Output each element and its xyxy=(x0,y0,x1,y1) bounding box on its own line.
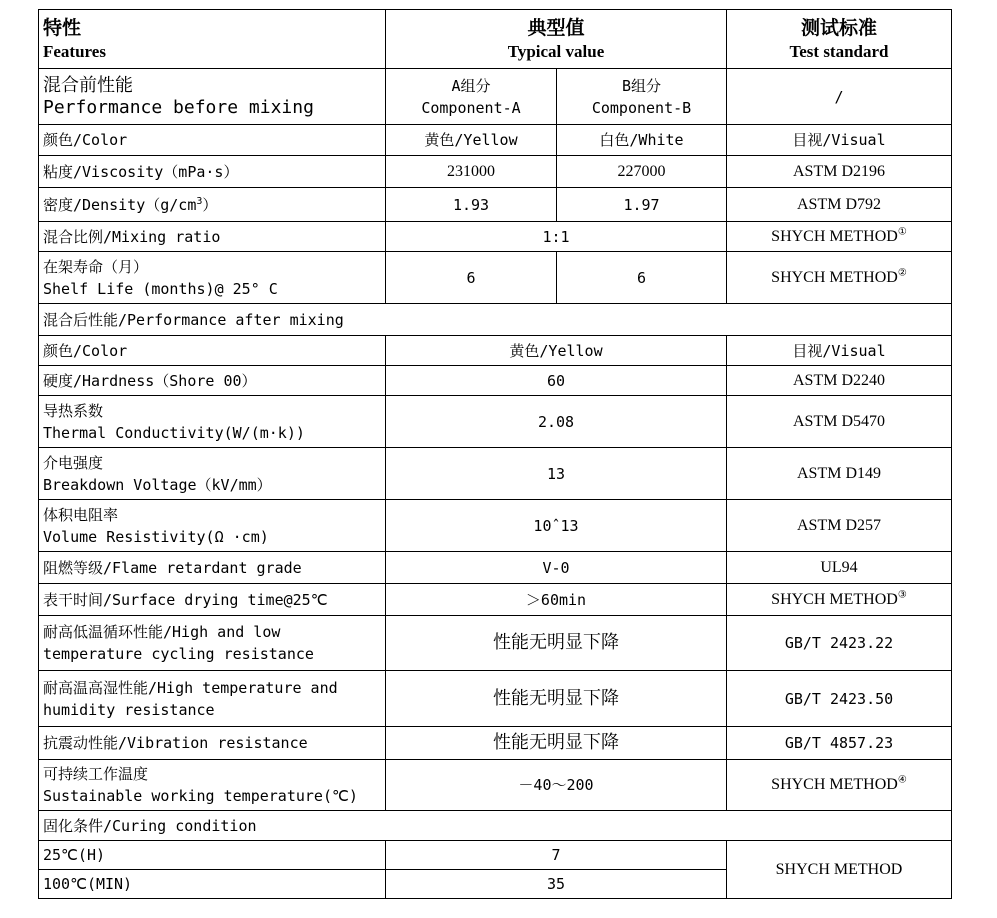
row-value: －40～200 xyxy=(386,760,727,811)
row-label xyxy=(39,396,386,448)
row-standard: ASTM D5470 xyxy=(727,396,952,448)
before-mixing-title xyxy=(39,69,386,125)
density-label-end: ） xyxy=(202,195,218,214)
value-a: 6 xyxy=(386,252,557,304)
row-standard: ASTM D2240 xyxy=(727,366,952,396)
row-standard: ASTM D257 xyxy=(727,500,952,552)
table-row xyxy=(39,616,952,671)
header-test xyxy=(727,10,952,69)
value-b: 6 xyxy=(557,252,727,304)
table-row xyxy=(39,552,952,584)
header-features xyxy=(39,10,386,69)
row-standard xyxy=(727,760,952,811)
value-b: 1.97 xyxy=(557,188,727,222)
table-row xyxy=(39,188,952,222)
value-b: 白色/White xyxy=(557,125,727,156)
row-label: 25℃(H) xyxy=(39,841,386,870)
row-label-en: temperature cycling resistance xyxy=(43,645,314,663)
row-label-en: Sustainable working temperature(℃) xyxy=(43,787,358,805)
curing-title: 固化条件/Curing condition xyxy=(39,811,952,841)
row-value: 性能无明显下降 xyxy=(386,671,727,727)
table-row xyxy=(39,222,952,252)
table-row xyxy=(39,366,952,396)
row-label-cn: 可持续工作温度 xyxy=(43,765,149,783)
value-a: 231000 xyxy=(386,156,557,188)
row-label xyxy=(39,760,386,811)
table-row xyxy=(39,156,952,188)
table-row xyxy=(39,584,952,616)
header-test-en: Test standard xyxy=(789,42,889,61)
row-value: 性能无明显下降 xyxy=(386,727,727,760)
table-row xyxy=(39,500,952,552)
row-value: 10ˆ13 xyxy=(386,500,727,552)
row-standard xyxy=(727,252,952,304)
table-row xyxy=(39,448,952,500)
component-b-en: Component-B xyxy=(591,98,692,117)
row-standard xyxy=(727,222,952,252)
before-mixing-standard: / xyxy=(727,69,952,125)
component-a-en: Component-A xyxy=(421,98,521,117)
row-label xyxy=(39,671,386,727)
before-mixing-title-en: Performance before mixing xyxy=(43,96,314,118)
row-standard: 目视/Visual xyxy=(727,125,952,156)
row-value: 7 xyxy=(386,841,727,870)
row-value: 13 xyxy=(386,448,727,500)
header-test-cn: 测试标准 xyxy=(800,17,877,39)
header-features-cn: 特性 xyxy=(43,17,82,39)
row-standard: GB/T 2423.22 xyxy=(727,616,952,671)
value-a: 黄色/Yellow xyxy=(386,125,557,156)
density-label-sup: 3 xyxy=(196,195,203,207)
footnote-mark: ③ xyxy=(897,589,907,601)
table-row xyxy=(39,727,952,760)
table-row xyxy=(39,252,952,304)
standard-text: SHYCH METHOD xyxy=(771,590,898,608)
row-label-en: Thermal Conductivity(W/(m·k)) xyxy=(43,423,305,442)
before-mixing-title-cn: 混合前性能 xyxy=(43,74,133,96)
value-a: 1.93 xyxy=(386,188,557,222)
row-standard: ASTM D792 xyxy=(727,188,952,222)
component-a-cn: A组分 xyxy=(451,76,491,95)
row-value: ＞60min xyxy=(386,584,727,616)
row-label: 表干时间/Surface drying time@25℃ xyxy=(39,584,386,616)
value-b: 227000 xyxy=(557,156,727,188)
footnote-mark: ④ xyxy=(897,774,907,786)
header-typical-cn: 典型值 xyxy=(527,17,585,39)
row-standard: ASTM D2196 xyxy=(727,156,952,188)
curing-title-row xyxy=(39,811,952,841)
row-value: 60 xyxy=(386,366,727,396)
row-value: V-0 xyxy=(386,552,727,584)
standard-text: SHYCH METHOD xyxy=(771,268,898,286)
row-value: 1:1 xyxy=(386,222,727,252)
row-label: 粘度/Viscosity（mPa·s） xyxy=(39,156,386,188)
row-standard: GB/T 2423.50 xyxy=(727,671,952,727)
spec-table xyxy=(38,9,952,899)
row-label: 硬度/Hardness（Shore 00） xyxy=(39,366,386,396)
after-mixing-row xyxy=(39,304,952,336)
row-label-cn: 体积电阻率 xyxy=(43,505,119,524)
row-label-cn: 耐高低温循环性能/High and low xyxy=(43,623,281,641)
row-label-en: Breakdown Voltage（kV/mm） xyxy=(43,475,272,494)
table-row xyxy=(39,671,952,727)
row-label xyxy=(39,188,386,222)
row-value: 黄色/Yellow xyxy=(386,336,727,366)
row-label-cn: 介电强度 xyxy=(43,453,104,472)
shelf-life-cn: 在架寿命（月） xyxy=(43,257,149,276)
table-row xyxy=(39,841,952,870)
component-b-cn: B组分 xyxy=(621,76,662,95)
component-b-header xyxy=(557,69,727,125)
row-label xyxy=(39,448,386,500)
row-label-en: Volume Resistivity(Ω ·cm) xyxy=(43,527,269,546)
row-value: 35 xyxy=(386,870,727,899)
row-label-en: humidity resistance xyxy=(43,700,215,719)
row-label: 抗震动性能/Vibration resistance xyxy=(39,727,386,760)
row-value: 性能无明显下降 xyxy=(386,616,727,671)
density-label: 密度/Density（g/cm xyxy=(43,195,197,214)
curing-standard: SHYCH METHOD xyxy=(727,841,952,899)
footnote-mark: ② xyxy=(897,267,907,279)
header-features-en: Features xyxy=(43,42,106,61)
table-row xyxy=(39,336,952,366)
standard-text: SHYCH METHOD xyxy=(771,227,898,245)
row-value: 2.08 xyxy=(386,396,727,448)
table-row xyxy=(39,396,952,448)
row-label xyxy=(39,252,386,304)
row-standard xyxy=(727,584,952,616)
row-standard: 目视/Visual xyxy=(727,336,952,366)
header-typical xyxy=(386,10,727,69)
before-mixing-row xyxy=(39,69,952,125)
row-standard: GB/T 4857.23 xyxy=(727,727,952,760)
shelf-life-en: Shelf Life (months)@ 25° C xyxy=(43,279,278,298)
row-standard: ASTM D149 xyxy=(727,448,952,500)
footnote-mark: ① xyxy=(897,226,907,238)
table-row xyxy=(39,125,952,156)
row-label-cn: 耐高温高湿性能/High temperature and xyxy=(43,678,338,697)
component-a-header xyxy=(386,69,557,125)
row-label xyxy=(39,500,386,552)
header-typical-en: Typical value xyxy=(507,42,605,61)
row-label: 颜色/Color xyxy=(39,336,386,366)
row-label: 100℃(MIN) xyxy=(39,870,386,899)
row-label: 阻燃等级/Flame retardant grade xyxy=(39,552,386,584)
row-label xyxy=(39,616,386,671)
table-row xyxy=(39,760,952,811)
row-label-cn: 导热系数 xyxy=(43,401,104,420)
row-label: 颜色/Color xyxy=(39,125,386,156)
row-standard: UL94 xyxy=(727,552,952,584)
header-row xyxy=(39,10,952,69)
after-mixing-title: 混合后性能/Performance after mixing xyxy=(39,304,952,336)
standard-text: SHYCH METHOD xyxy=(771,776,898,793)
row-label: 混合比例/Mixing ratio xyxy=(39,222,386,252)
